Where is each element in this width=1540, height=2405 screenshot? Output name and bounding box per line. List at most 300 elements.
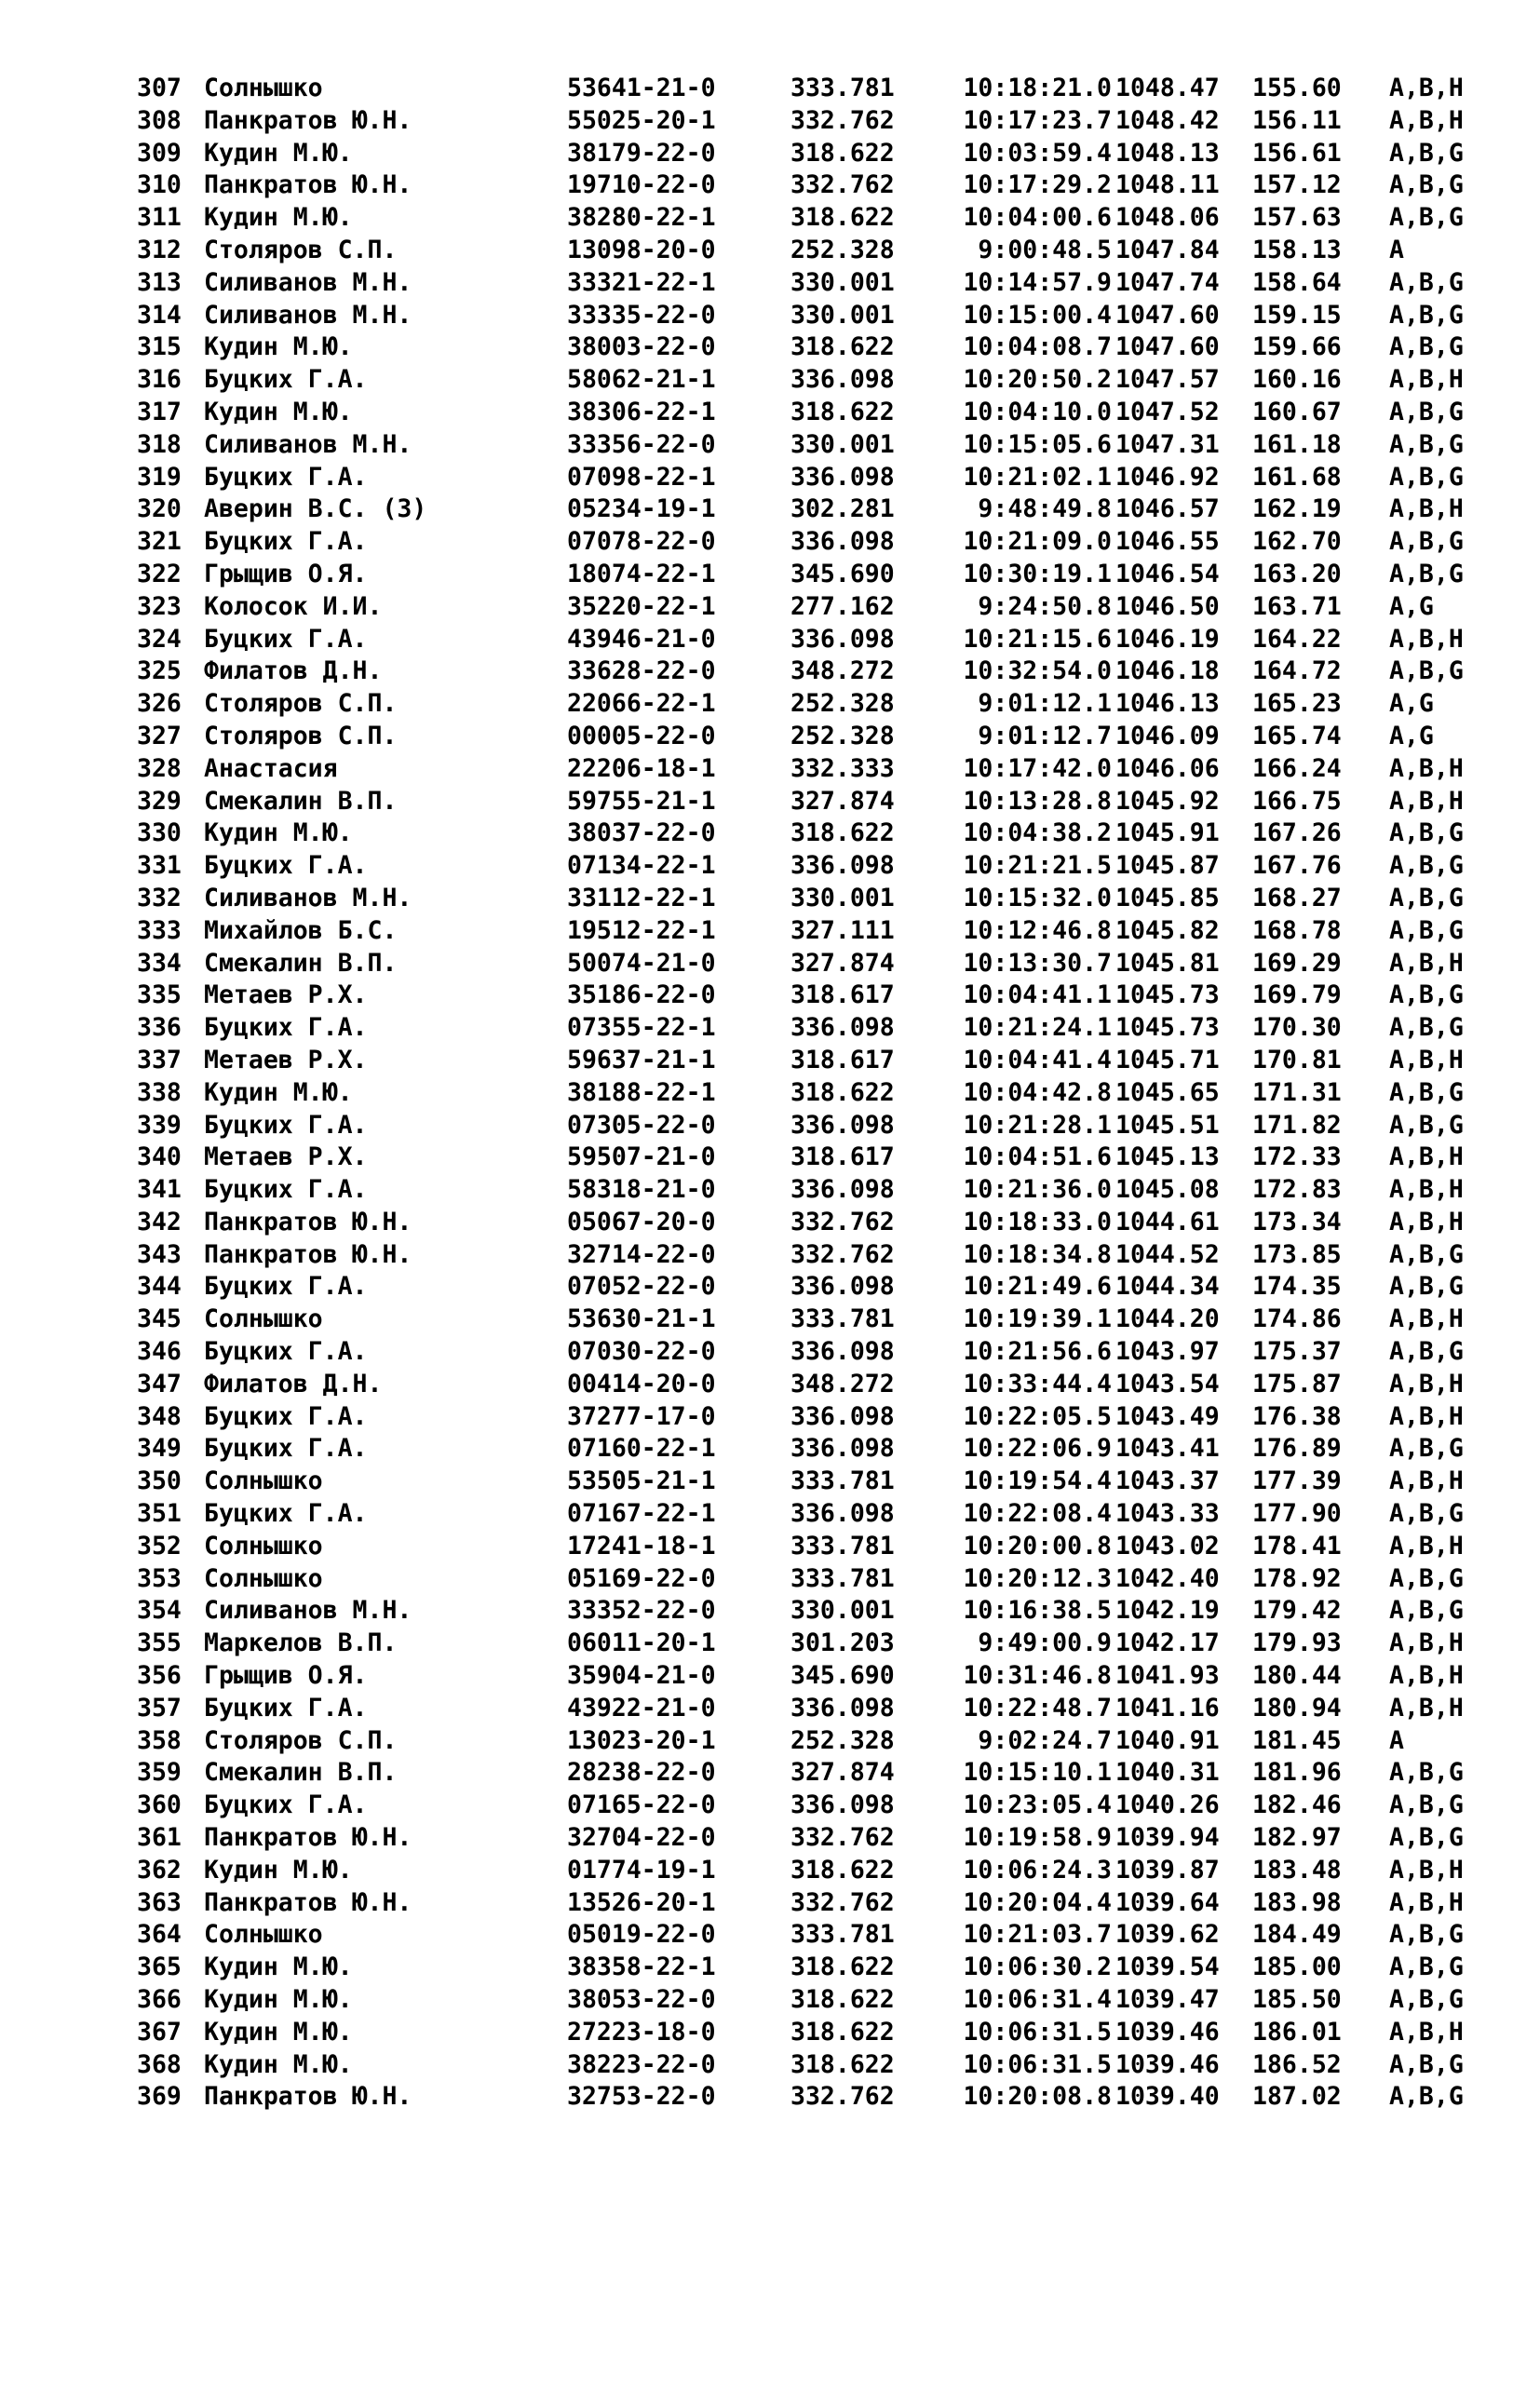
place-number: 368 [137, 2049, 182, 2079]
ring-number: 43922-21-0 [567, 1693, 716, 1723]
ring-number: 37277-17-0 [567, 1401, 716, 1431]
speed-value: 1044.52 [1115, 1239, 1220, 1269]
coefficient-value: 187.02 [1252, 2082, 1342, 2112]
place-number: 358 [137, 1725, 182, 1755]
arrival-time: 10:18:33.0 [963, 1207, 1112, 1236]
distance-km: 333.781 [790, 74, 895, 102]
coefficient-value: 163.20 [1252, 559, 1342, 588]
fancier-name: Буцких Г.А. [204, 624, 368, 654]
distance-km: 336.098 [790, 1499, 895, 1529]
fancier-name: Смекалин В.П. [204, 786, 398, 816]
table-row [137, 138, 1478, 170]
coefficient-value: 178.41 [1252, 1531, 1342, 1561]
table-row [137, 1725, 1478, 1758]
distance-km: 327.874 [790, 786, 895, 816]
table-row [137, 1887, 1478, 1920]
distance-km: 336.098 [790, 624, 895, 654]
ring-number: 38003-22-0 [567, 332, 716, 362]
distance-km: 345.690 [790, 1661, 895, 1691]
distance-km: 333.781 [790, 1563, 895, 1593]
fancier-name: Буцких Г.А. [204, 1693, 368, 1723]
coefficient-value: 184.49 [1252, 1920, 1342, 1950]
fancier-name: Столяров С.П. [204, 721, 398, 750]
distance-km: 252.328 [790, 689, 895, 719]
arrival-time: 10:32:54.0 [963, 656, 1112, 686]
fancier-name: Буцких Г.А. [204, 851, 368, 881]
table-row [137, 1790, 1478, 1822]
speed-value: 1047.84 [1115, 235, 1220, 264]
fancier-name: Буцких Г.А. [204, 1499, 368, 1529]
arrival-time: 10:15:10.1 [963, 1758, 1112, 1788]
arrival-time: 10:19:58.9 [963, 1823, 1112, 1853]
distance-km: 318.622 [790, 818, 895, 848]
fancier-name: Панкратов Ю.Н. [204, 170, 412, 200]
place-number: 318 [137, 429, 182, 459]
speed-value: 1039.46 [1115, 2049, 1220, 2079]
fancier-name: Столяров С.П. [204, 1725, 398, 1755]
table-row [137, 1595, 1478, 1628]
category-flags: A,B,G [1389, 915, 1464, 945]
fancier-name: Солнышко [204, 1920, 323, 1950]
speed-value: 1046.13 [1115, 689, 1220, 719]
table-row [137, 559, 1478, 591]
distance-km: 336.098 [790, 1272, 895, 1302]
table-row [137, 1822, 1478, 1855]
fancier-name: Панкратов Ю.Н. [204, 1207, 412, 1236]
arrival-time: 10:18:21.0 [963, 74, 1112, 102]
place-number: 321 [137, 527, 182, 557]
place-number: 312 [137, 235, 182, 264]
category-flags: A,B,H [1389, 2017, 1464, 2047]
distance-km: 318.617 [790, 1142, 895, 1172]
table-row [137, 1531, 1478, 1563]
speed-value: 1039.46 [1115, 2017, 1220, 2047]
distance-km: 332.333 [790, 753, 895, 783]
table-row [137, 817, 1478, 850]
category-flags: A,B,H [1389, 1693, 1464, 1723]
distance-km: 318.622 [790, 1077, 895, 1107]
arrival-time: 10:21:36.0 [963, 1175, 1112, 1205]
coefficient-value: 173.85 [1252, 1239, 1342, 1269]
table-row [137, 655, 1478, 688]
place-number: 331 [137, 851, 182, 881]
category-flags: A,B,G [1389, 1596, 1464, 1626]
coefficient-value: 168.78 [1252, 915, 1342, 945]
arrival-time: 10:22:05.5 [963, 1401, 1112, 1431]
coefficient-value: 167.26 [1252, 818, 1342, 848]
category-flags: A,B,G [1389, 559, 1464, 588]
fancier-name: Кудин М.Ю. [204, 1077, 353, 1107]
coefficient-value: 185.00 [1252, 1952, 1342, 1982]
distance-km: 336.098 [790, 527, 895, 557]
category-flags: A,B,G [1389, 300, 1464, 330]
place-number: 339 [137, 1110, 182, 1140]
category-flags: A,B,G [1389, 1434, 1464, 1464]
table-row [137, 624, 1478, 656]
ring-number: 35904-21-0 [567, 1661, 716, 1691]
category-flags: A,G [1389, 591, 1434, 621]
speed-value: 1046.55 [1115, 527, 1220, 557]
category-flags: A,B,H [1389, 1207, 1464, 1236]
coefficient-value: 178.92 [1252, 1563, 1342, 1593]
category-flags: A,B,H [1389, 494, 1464, 524]
speed-value: 1043.37 [1115, 1466, 1220, 1496]
category-flags: A,B,H [1389, 105, 1464, 135]
ring-number: 05067-20-0 [567, 1207, 716, 1236]
category-flags: A,B,G [1389, 1110, 1464, 1140]
distance-km: 301.203 [790, 1628, 895, 1658]
ring-number: 55025-20-1 [567, 105, 716, 135]
ring-number: 07355-22-1 [567, 1013, 716, 1043]
fancier-name: Буцких Г.А. [204, 1175, 368, 1205]
fancier-name: Кудин М.Ю. [204, 397, 353, 426]
coefficient-value: 186.52 [1252, 2049, 1342, 2079]
distance-km: 332.762 [790, 2082, 895, 2112]
speed-value: 1045.73 [1115, 980, 1220, 1010]
speed-value: 1040.91 [1115, 1725, 1220, 1755]
distance-km: 318.622 [790, 2017, 895, 2047]
table-row [137, 1369, 1478, 1401]
speed-value: 1039.94 [1115, 1823, 1220, 1853]
distance-km: 318.622 [790, 2049, 895, 2079]
distance-km: 252.328 [790, 235, 895, 264]
distance-km: 318.617 [790, 1045, 895, 1074]
speed-value: 1045.87 [1115, 851, 1220, 881]
place-number: 340 [137, 1142, 182, 1172]
distance-km: 336.098 [790, 1434, 895, 1464]
distance-km: 330.001 [790, 267, 895, 297]
place-number: 308 [137, 105, 182, 135]
place-number: 363 [137, 1887, 182, 1917]
arrival-time: 10:17:42.0 [963, 753, 1112, 783]
fancier-name: Солнышко [204, 1531, 323, 1561]
ring-number: 05234-19-1 [567, 494, 716, 524]
speed-value: 1039.47 [1115, 1985, 1220, 2015]
distance-km: 348.272 [790, 1369, 895, 1398]
fancier-name: Буцких Г.А. [204, 1434, 368, 1464]
speed-value: 1045.73 [1115, 1013, 1220, 1043]
ring-number: 32714-22-0 [567, 1239, 716, 1269]
distance-km: 336.098 [790, 1693, 895, 1723]
category-flags: A,B,G [1389, 1920, 1464, 1950]
place-number: 332 [137, 883, 182, 912]
place-number: 320 [137, 494, 182, 524]
fancier-name: Панкратов Ю.Н. [204, 1887, 412, 1917]
ring-number: 13023-20-1 [567, 1725, 716, 1755]
coefficient-value: 180.44 [1252, 1661, 1342, 1691]
ring-number: 32704-22-0 [567, 1823, 716, 1853]
ring-number: 33112-22-1 [567, 883, 716, 912]
arrival-time: 10:04:10.0 [963, 397, 1112, 426]
table-row [137, 364, 1478, 397]
arrival-time: 10:21:03.7 [963, 1920, 1112, 1950]
place-number: 319 [137, 462, 182, 492]
place-number: 369 [137, 2082, 182, 2112]
place-number: 328 [137, 753, 182, 783]
ring-number: 22206-18-1 [567, 753, 716, 783]
arrival-time: 10:15:00.4 [963, 300, 1112, 330]
fancier-name: Смекалин В.П. [204, 948, 398, 978]
speed-value: 1047.74 [1115, 267, 1220, 297]
table-row [137, 235, 1478, 267]
coefficient-value: 168.27 [1252, 883, 1342, 912]
category-flags: A,B,G [1389, 1952, 1464, 1982]
fancier-name: Буцких Г.А. [204, 527, 368, 557]
fancier-name: Михайлов Б.С. [204, 915, 398, 945]
speed-value: 1047.52 [1115, 397, 1220, 426]
category-flags: A,B,H [1389, 1855, 1464, 1885]
ring-number: 58062-21-1 [567, 365, 716, 395]
place-number: 334 [137, 948, 182, 978]
distance-km: 318.622 [790, 203, 895, 233]
category-flags: A,B,G [1389, 656, 1464, 686]
ring-number: 07078-22-0 [567, 527, 716, 557]
arrival-time: 10:04:38.2 [963, 818, 1112, 848]
fancier-name: Буцких Г.А. [204, 1013, 368, 1043]
place-number: 323 [137, 591, 182, 621]
ring-number: 35186-22-0 [567, 980, 716, 1010]
ring-number: 00414-20-0 [567, 1369, 716, 1398]
place-number: 344 [137, 1272, 182, 1302]
coefficient-value: 158.13 [1252, 235, 1342, 264]
speed-value: 1047.60 [1115, 300, 1220, 330]
table-row [137, 883, 1478, 915]
distance-km: 333.781 [790, 1531, 895, 1561]
table-row [137, 1271, 1478, 1304]
table-row [137, 1660, 1478, 1693]
place-number: 329 [137, 786, 182, 816]
place-number: 345 [137, 1304, 182, 1334]
ring-number: 07165-22-0 [567, 1790, 716, 1820]
coefficient-value: 183.98 [1252, 1887, 1342, 1917]
ring-number: 01774-19-1 [567, 1855, 716, 1885]
fancier-name: Солнышко [204, 1466, 323, 1496]
table-row [137, 526, 1478, 559]
distance-km: 327.111 [790, 915, 895, 945]
table-row [137, 1628, 1478, 1660]
category-flags: A,B,H [1389, 1304, 1464, 1334]
fancier-name: Панкратов Ю.Н. [204, 105, 412, 135]
speed-value: 1046.57 [1115, 494, 1220, 524]
distance-km: 336.098 [790, 1175, 895, 1205]
distance-km: 318.622 [790, 1985, 895, 2015]
table-row [137, 1855, 1478, 1887]
fancier-name: Кудин М.Ю. [204, 203, 353, 233]
speed-value: 1046.50 [1115, 591, 1220, 621]
place-number: 349 [137, 1434, 182, 1464]
distance-km: 348.272 [790, 656, 895, 686]
category-flags: A,B,G [1389, 883, 1464, 912]
place-number: 309 [137, 138, 182, 168]
table-row [137, 1045, 1478, 1077]
arrival-time: 9:49:00.9 [978, 1628, 1112, 1658]
category-flags: A,B,G [1389, 980, 1464, 1010]
fancier-name: Метаев Р.Х. [204, 1045, 368, 1074]
arrival-time: 10:15:05.6 [963, 429, 1112, 459]
table-row [137, 1207, 1478, 1239]
category-flags: A,B,G [1389, 203, 1464, 233]
place-number: 351 [137, 1499, 182, 1529]
coefficient-value: 174.35 [1252, 1272, 1342, 1302]
ring-number: 33321-22-1 [567, 267, 716, 297]
coefficient-value: 172.33 [1252, 1142, 1342, 1172]
fancier-name: Аверин В.С. (3) [204, 494, 427, 524]
table-row [137, 753, 1478, 786]
speed-value: 1047.31 [1115, 429, 1220, 459]
arrival-time: 10:17:23.7 [963, 105, 1112, 135]
arrival-time: 10:04:41.4 [963, 1045, 1112, 1074]
distance-km: 318.622 [790, 138, 895, 168]
place-number: 317 [137, 397, 182, 426]
coefficient-value: 162.70 [1252, 527, 1342, 557]
fancier-name: Силиванов М.Н. [204, 300, 412, 330]
place-number: 361 [137, 1823, 182, 1853]
place-number: 338 [137, 1077, 182, 1107]
category-flags: A,B,G [1389, 1272, 1464, 1302]
coefficient-value: 164.22 [1252, 624, 1342, 654]
arrival-time: 10:13:28.8 [963, 786, 1112, 816]
speed-value: 1048.06 [1115, 203, 1220, 233]
speed-value: 1043.97 [1115, 1337, 1220, 1367]
place-number: 350 [137, 1466, 182, 1496]
ring-number: 53641-21-0 [567, 74, 716, 102]
ring-number: 07160-22-1 [567, 1434, 716, 1464]
fancier-name: Буцких Г.А. [204, 1337, 368, 1367]
distance-km: 252.328 [790, 1725, 895, 1755]
speed-value: 1045.51 [1115, 1110, 1220, 1140]
speed-value: 1039.54 [1115, 1952, 1220, 1982]
coefficient-value: 185.50 [1252, 1985, 1342, 2015]
ring-number: 53630-21-1 [567, 1304, 716, 1334]
coefficient-value: 156.11 [1252, 105, 1342, 135]
fancier-name: Солнышко [204, 1304, 323, 1334]
place-number: 337 [137, 1045, 182, 1074]
category-flags: A,B,H [1389, 1369, 1464, 1398]
coefficient-value: 171.82 [1252, 1110, 1342, 1140]
fancier-name: Кудин М.Ю. [204, 2017, 353, 2047]
coefficient-value: 186.01 [1252, 2017, 1342, 2047]
category-flags: A,B,H [1389, 948, 1464, 978]
coefficient-value: 180.94 [1252, 1693, 1342, 1723]
fancier-name: Солнышко [204, 1563, 323, 1593]
place-number: 366 [137, 1985, 182, 2015]
category-flags: A,B,G [1389, 818, 1464, 848]
category-flags: A,B,H [1389, 1531, 1464, 1561]
place-number: 316 [137, 365, 182, 395]
coefficient-value: 165.23 [1252, 689, 1342, 719]
distance-km: 336.098 [790, 1110, 895, 1140]
table-row [137, 1466, 1478, 1498]
arrival-time: 10:31:46.8 [963, 1661, 1112, 1691]
ring-number: 38223-22-0 [567, 2049, 716, 2079]
distance-km: 336.098 [790, 365, 895, 395]
arrival-time: 10:03:59.4 [963, 138, 1112, 168]
distance-km: 332.762 [790, 1239, 895, 1269]
table-row [137, 1984, 1478, 2017]
distance-km: 336.098 [790, 1401, 895, 1431]
category-flags: A,B,H [1389, 1661, 1464, 1691]
category-flags: A,B,H [1389, 786, 1464, 816]
coefficient-value: 157.12 [1252, 170, 1342, 200]
speed-value: 1048.42 [1115, 105, 1220, 135]
category-flags: A,B,G [1389, 1239, 1464, 1269]
table-row [137, 591, 1478, 624]
category-flags: A,B,G [1389, 138, 1464, 168]
fancier-name: Смекалин В.П. [204, 1758, 398, 1788]
coefficient-value: 160.16 [1252, 365, 1342, 395]
arrival-time: 10:13:30.7 [963, 948, 1112, 978]
ring-number: 53505-21-1 [567, 1466, 716, 1496]
table-row [137, 2017, 1478, 2049]
fancier-name: Анастасия [204, 753, 338, 783]
arrival-time: 10:12:46.8 [963, 915, 1112, 945]
coefficient-value: 170.30 [1252, 1013, 1342, 1043]
fancier-name: Кудин М.Ю. [204, 1985, 353, 2015]
category-flags: A,B,G [1389, 267, 1464, 297]
ring-number: 07030-22-0 [567, 1337, 716, 1367]
place-number: 327 [137, 721, 182, 750]
arrival-time: 10:20:08.8 [963, 2082, 1112, 2112]
distance-km: 336.098 [790, 1337, 895, 1367]
table-row [137, 267, 1478, 300]
fancier-name: Силиванов М.Н. [204, 429, 412, 459]
distance-km: 332.762 [790, 170, 895, 200]
fancier-name: Метаев Р.Х. [204, 1142, 368, 1172]
ring-number: 38179-22-0 [567, 138, 716, 168]
arrival-time: 10:06:30.2 [963, 1952, 1112, 1982]
arrival-time: 10:20:00.8 [963, 1531, 1112, 1561]
fancier-name: Столяров С.П. [204, 235, 398, 264]
place-number: 353 [137, 1563, 182, 1593]
table-row [137, 980, 1478, 1012]
speed-value: 1040.31 [1115, 1758, 1220, 1788]
arrival-time: 10:04:42.8 [963, 1077, 1112, 1107]
fancier-name: Силиванов М.Н. [204, 1596, 412, 1626]
table-row [137, 1693, 1478, 1725]
arrival-time: 10:21:49.6 [963, 1272, 1112, 1302]
place-number: 335 [137, 980, 182, 1010]
coefficient-value: 177.90 [1252, 1499, 1342, 1529]
speed-value: 1044.34 [1115, 1272, 1220, 1302]
place-number: 364 [137, 1920, 182, 1950]
fancier-name: Метаев Р.Х. [204, 980, 368, 1010]
arrival-time: 10:18:34.8 [963, 1239, 1112, 1269]
speed-value: 1040.26 [1115, 1790, 1220, 1820]
place-number: 360 [137, 1790, 182, 1820]
arrival-time: 10:21:02.1 [963, 462, 1112, 492]
arrival-time: 10:20:12.3 [963, 1563, 1112, 1593]
ring-number: 32753-22-0 [567, 2082, 716, 2112]
arrival-time: 10:21:09.0 [963, 527, 1112, 557]
place-number: 355 [137, 1628, 182, 1658]
table-row [137, 786, 1478, 818]
arrival-time: 10:20:50.2 [963, 365, 1112, 395]
fancier-name: Панкратов Ю.Н. [204, 1239, 412, 1269]
table-row [137, 1498, 1478, 1531]
ring-number: 22066-22-1 [567, 689, 716, 719]
coefficient-value: 172.83 [1252, 1175, 1342, 1205]
table-row [137, 1142, 1478, 1174]
table-row [137, 397, 1478, 429]
speed-value: 1042.17 [1115, 1628, 1220, 1658]
distance-km: 336.098 [790, 851, 895, 881]
distance-km: 318.622 [790, 332, 895, 362]
distance-km: 332.762 [790, 1207, 895, 1236]
table-row [137, 493, 1478, 526]
category-flags: A,B,G [1389, 170, 1464, 200]
place-number: 336 [137, 1013, 182, 1043]
arrival-time: 10:21:21.5 [963, 851, 1112, 881]
